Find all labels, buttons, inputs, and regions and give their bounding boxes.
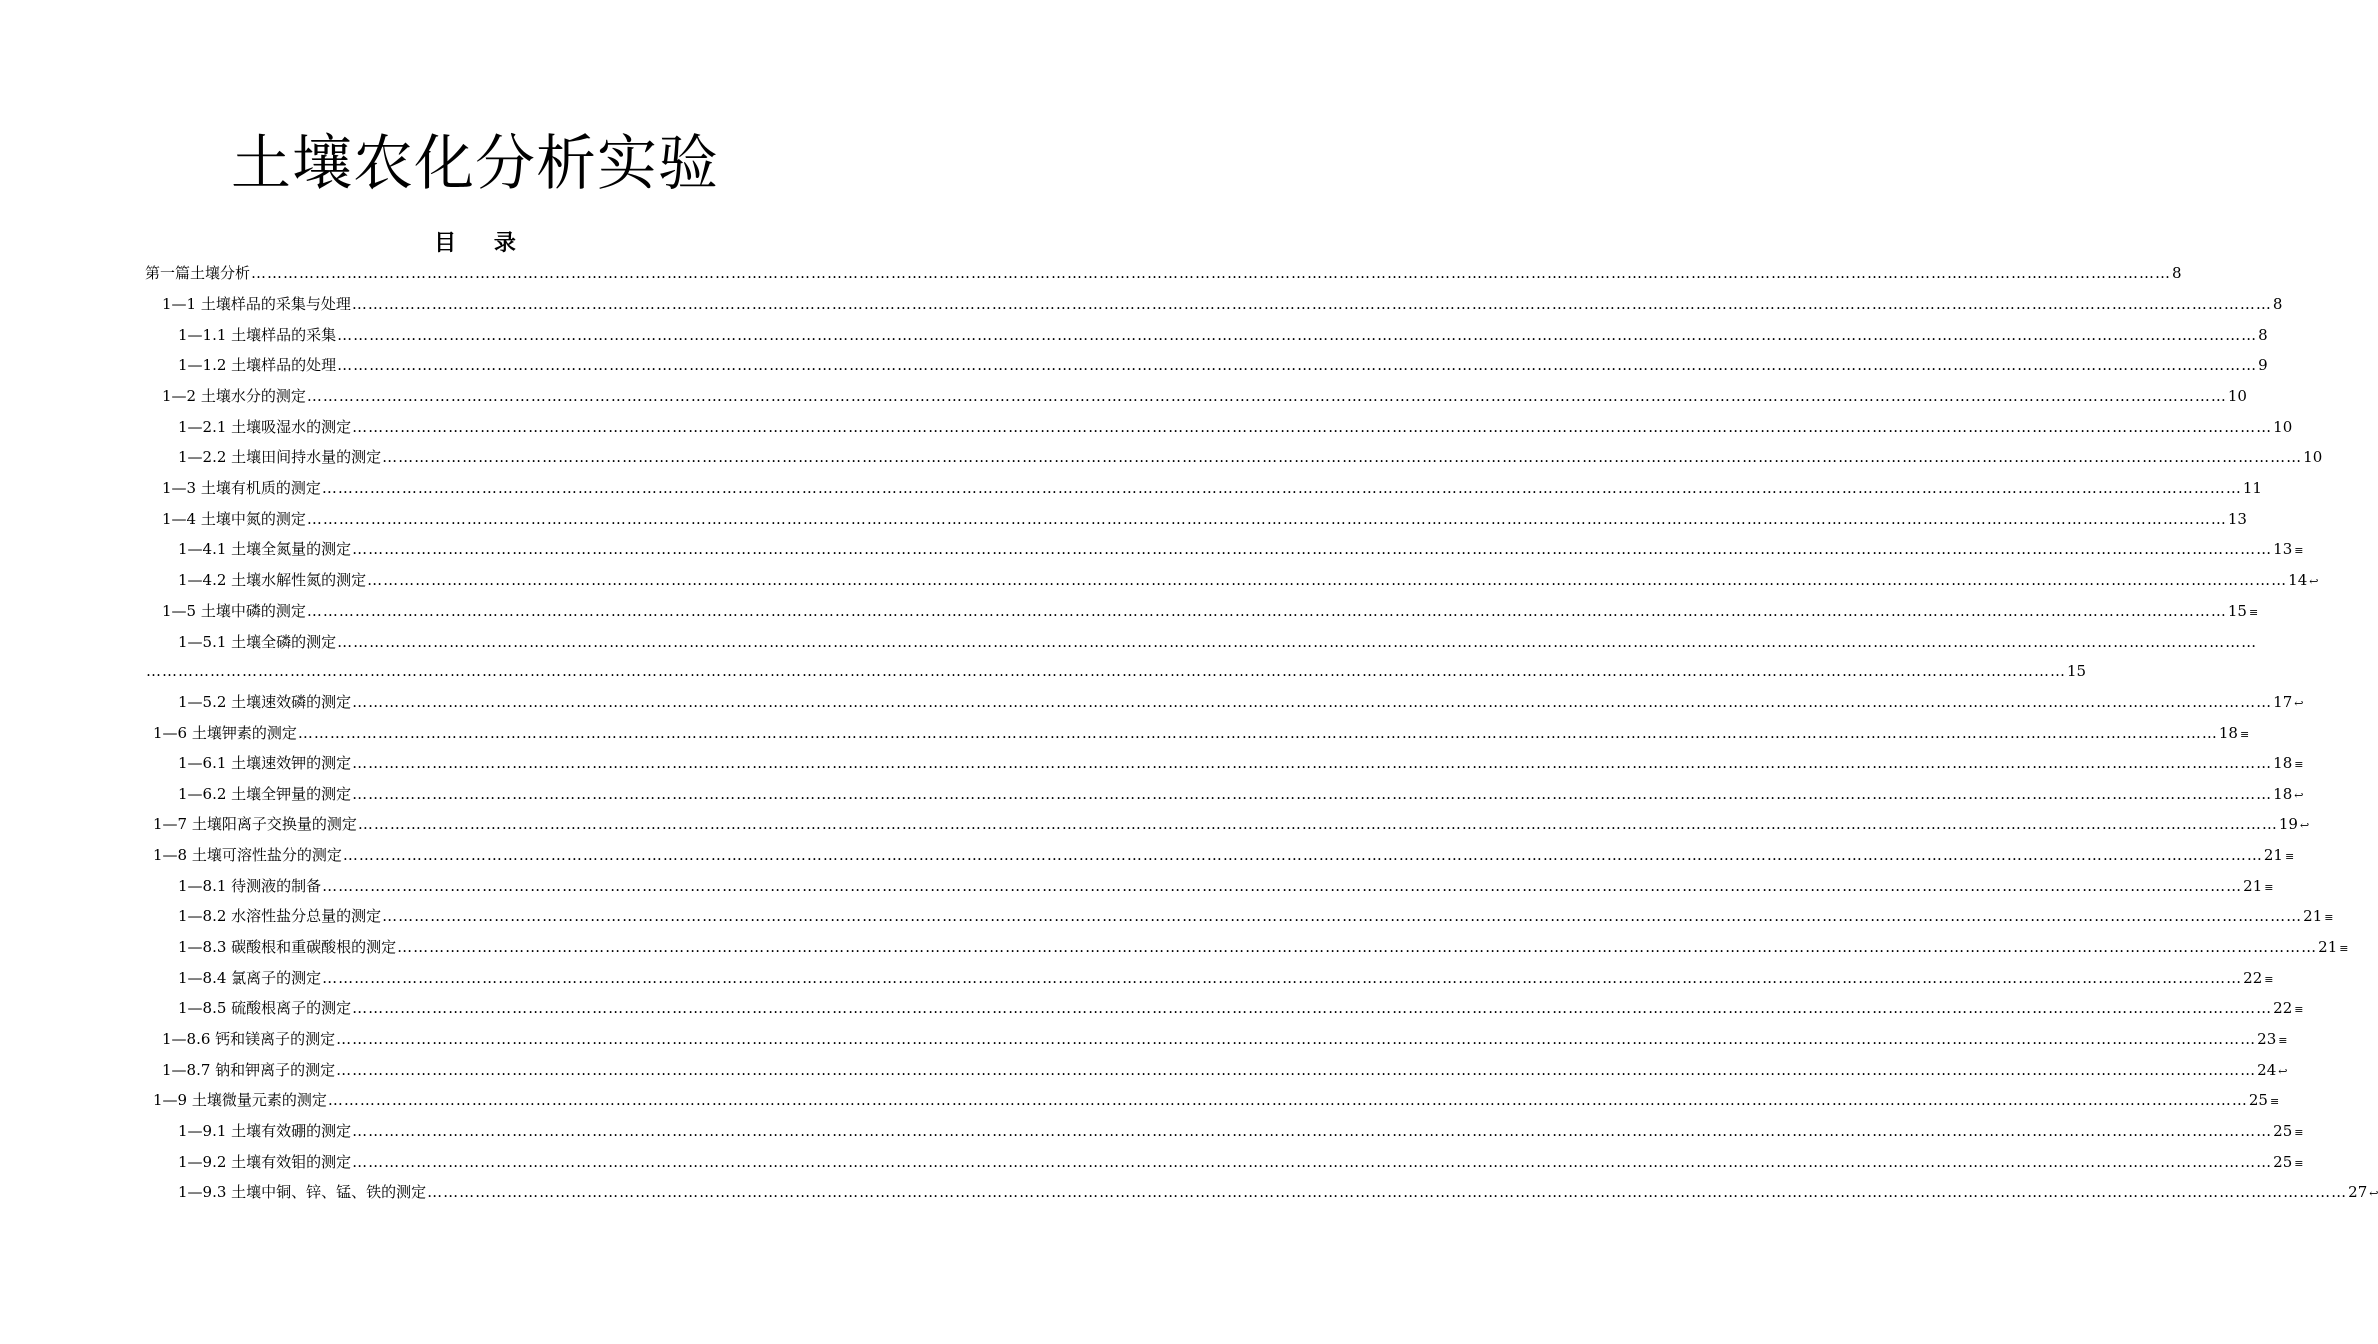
toc-entry-page: 18	[2218, 724, 2238, 742]
toc-entry-page: 18	[2273, 785, 2293, 803]
return-mark-icon: ↩	[2278, 1065, 2288, 1078]
toc-entry-page: 11	[2242, 479, 2262, 497]
toc-entry-page: 17	[2273, 693, 2293, 711]
toc-leader-dots: ………………………………………………………………………………………………………………………………………………………………………………………………………………………………………………………………………………………………………………………………	[322, 969, 2243, 987]
toc-entry-label: 1—1.2 土壤样品的处理	[178, 356, 337, 374]
toc-entry[interactable]	[178, 538, 2304, 562]
toc-entry-label: 1—6.1 土壤速效钾的测定	[178, 754, 352, 772]
toc-entry[interactable]	[162, 508, 2247, 532]
toc-entry-label: 1—1.1 土壤样品的采集	[178, 326, 337, 344]
toc-entry-label: 1—5 土壤中磷的测定	[162, 602, 306, 620]
toc-entry-page: 15	[2227, 602, 2247, 620]
toc-entry-label: 1—4.1 土壤全氮量的测定	[178, 540, 352, 558]
toc-entry-page: 18	[2273, 754, 2293, 772]
toc-leader-dots: ………………………………………………………………………………………………………………………………………………………………………………………………………………………………………………………………………………………………………………………………	[382, 448, 2303, 466]
toc-entry-page: 27	[2348, 1183, 2368, 1201]
toc-entry-label: 1—2.2 土壤田间持水量的测定	[178, 448, 382, 466]
toc-entry-page: 22	[2243, 969, 2263, 987]
toc-entry[interactable]	[162, 1028, 2288, 1052]
paragraph-mark-icon: ≡	[2284, 850, 2295, 863]
toc-leader-dots: ………………………………………………………………………………………………………………………………………………………………………………………………………………………………………………………………………………………………………………………………	[251, 264, 2172, 282]
toc-entry[interactable]	[153, 813, 2310, 837]
toc-entry-page: 8	[2272, 295, 2283, 313]
toc-entry-page: 13	[2227, 510, 2247, 528]
toc-entry[interactable]	[153, 1089, 2280, 1113]
toc-leader-dots: ………………………………………………………………………………………………………………………………………………………………………………………………………………………………………………………………………………………………………………………………	[397, 938, 2318, 956]
toc-entry[interactable]	[162, 385, 2247, 409]
toc-entry[interactable]	[178, 1151, 2304, 1175]
toc-leader-dots: ………………………………………………………………………………………………………………………………………………………………………………………………………………………………………………………………………………………………………………………………	[357, 815, 2278, 833]
toc-leader-dots: ………………………………………………………………………………………………………………………………………………………………………………………………………………………………………………………………………………………………………………………………	[336, 1030, 2257, 1048]
toc-entry-label: 1—5.2 土壤速效磷的测定	[178, 693, 352, 711]
toc-entry-label: 1—3 土壤有机质的测定	[162, 479, 321, 497]
toc-leader-dots: ………………………………………………………………………………………………………………………………………………………………………………………………………………………………………………………………………………………………………………………………	[327, 1091, 2248, 1109]
return-mark-icon: ↩	[2299, 819, 2310, 832]
toc-entry-label: 1—1 土壤样品的采集与处理	[162, 295, 351, 313]
toc-entry-label: 1—8.5 硫酸根离子的测定	[178, 999, 352, 1017]
toc-entry[interactable]	[178, 905, 2334, 929]
paragraph-mark-icon: ≡	[2339, 942, 2349, 955]
toc-entry-label: 1—4.2 土壤水解性氮的测定	[178, 571, 367, 589]
toc-entry-page: 21	[2263, 846, 2283, 864]
toc-leader-dots: ………………………………………………………………………………………………………………………………………………………………………………………………………………………………………………………………………………………………………………………………	[337, 633, 2258, 651]
toc-entry-label: 1—9.1 土壤有效硼的测定	[178, 1122, 352, 1140]
toc-entry[interactable]	[178, 936, 2349, 960]
toc-entry-label: 1—2 土壤水分的测定	[162, 387, 306, 405]
toc-entry-page: 15	[2067, 662, 2087, 680]
toc-entry[interactable]	[178, 997, 2304, 1021]
toc-entry-page: 10	[2303, 448, 2323, 466]
toc-leader-dots: ………………………………………………………………………………………………………………………………………………………………………………………………………………………………………………………………………………………………………………………………	[352, 754, 2273, 772]
paragraph-mark-icon: ≡	[2248, 606, 2259, 619]
toc-leader-dots: ………………………………………………………………………………………………………………………………………………………………………………………………………………………………………………………………………………………………………………………………	[146, 662, 2066, 680]
toc-entry[interactable]	[178, 354, 2268, 378]
toc-entry[interactable]	[178, 416, 2293, 440]
paragraph-mark-icon: ≡	[2294, 1126, 2304, 1139]
toc-entry[interactable]	[178, 446, 2323, 470]
toc-entry-label: 1—8.2 水溶性盐分总量的测定	[178, 907, 382, 925]
toc-entry[interactable]	[145, 262, 2182, 286]
toc-entry-label: 1—9.2 土壤有效钼的测定	[178, 1153, 352, 1171]
toc-leader-dots: ………………………………………………………………………………………………………………………………………………………………………………………………………………………………………………………………………………………………………………………………	[336, 1061, 2257, 1079]
toc-leader-dots: ………………………………………………………………………………………………………………………………………………………………………………………………………………………………………………………………………………………………………………………………	[322, 877, 2243, 895]
toc-entry-label: 1—4 土壤中氮的测定	[162, 510, 306, 528]
toc-entry-page: 13	[2273, 540, 2293, 558]
return-mark-icon: ↩	[2294, 697, 2304, 710]
toc-entry-label: 1—8.3 碳酸根和重碳酸根的测定	[178, 938, 397, 956]
toc-entry-label: 第一篇土壤分析	[145, 264, 251, 282]
paragraph-mark-icon: ≡	[2239, 728, 2250, 741]
toc-entry-page: 24	[2257, 1061, 2277, 1079]
toc-entry[interactable]	[178, 631, 2258, 655]
document-title: 土壤农化分析实验	[231, 129, 719, 199]
toc-leader-dots: ………………………………………………………………………………………………………………………………………………………………………………………………………………………………………………………………………………………………………………………………	[352, 418, 2273, 436]
toc-entry-page: 19	[2278, 815, 2298, 833]
return-mark-icon: ↩	[2294, 789, 2304, 802]
toc-entry[interactable]	[178, 875, 2274, 899]
toc-leader-dots: ………………………………………………………………………………………………………………………………………………………………………………………………………………………………………………………………………………………………………………………………	[352, 1122, 2273, 1140]
toc-entry-page: 10	[2273, 418, 2293, 436]
toc-entry-page: 9	[2258, 356, 2268, 374]
toc-leader-dots: ………………………………………………………………………………………………………………………………………………………………………………………………………………………………………………………………………………………………………………………………	[352, 999, 2273, 1017]
toc-entry-label: 1—6 土壤钾素的测定	[153, 724, 297, 742]
toc-entry-continuation	[145, 662, 2087, 686]
toc-entry-page: 25	[2273, 1153, 2293, 1171]
paragraph-mark-icon: ≡	[2294, 1157, 2304, 1170]
toc-entry[interactable]	[162, 293, 2283, 317]
paragraph-mark-icon: ≡	[2324, 911, 2334, 924]
toc-entry[interactable]	[162, 600, 2259, 624]
toc-entry[interactable]	[178, 569, 2319, 593]
toc-leader-dots: ………………………………………………………………………………………………………………………………………………………………………………………………………………………………………………………………………………………………………………………………	[352, 540, 2273, 558]
paragraph-mark-icon: ≡	[2278, 1034, 2288, 1047]
toc-entry-label: 1—8.7 钠和钾离子的测定	[162, 1061, 336, 1079]
toc-leader-dots: ………………………………………………………………………………………………………………………………………………………………………………………………………………………………………………………………………………………………………………………………	[297, 724, 2218, 742]
toc-entry[interactable]	[178, 324, 2268, 348]
toc-entry[interactable]	[162, 1059, 2288, 1083]
toc-entry-label: 1—8.4 氯离子的测定	[178, 969, 322, 987]
toc-entry-page: 8	[2258, 326, 2268, 344]
toc-entry-label: 1—9.3 土壤中铜、锌、锰、铁的测定	[178, 1183, 427, 1201]
toc-entry-page: 25	[2273, 1122, 2293, 1140]
toc-entry[interactable]	[178, 967, 2274, 991]
toc-leader-dots: ………………………………………………………………………………………………………………………………………………………………………………………………………………………………………………………………………………………………………………………………	[337, 356, 2258, 374]
toc-entry-page: 21	[2303, 907, 2323, 925]
toc-entry-label: 1—5.1 土壤全磷的测定	[178, 633, 337, 651]
toc-entry-page: 21	[2318, 938, 2338, 956]
toc-leader-dots: ………………………………………………………………………………………………………………………………………………………………………………………………………………………………………………………………………………………………………………………………	[306, 602, 2227, 620]
toc-leader-dots: ………………………………………………………………………………………………………………………………………………………………………………………………………………………………………………………………………………………………………………………………	[367, 571, 2288, 589]
toc-entry-page: 23	[2257, 1030, 2277, 1048]
toc-entry[interactable]	[162, 477, 2262, 501]
toc-leader-dots: ………………………………………………………………………………………………………………………………………………………………………………………………………………………………………………………………………………………………………………………………	[352, 785, 2273, 803]
toc-entry[interactable]	[153, 844, 2295, 868]
toc-entry-label: 1—6.2 土壤全钾量的测定	[178, 785, 352, 803]
toc-entry[interactable]	[178, 1120, 2304, 1144]
toc-entry[interactable]	[178, 691, 2304, 715]
toc-entry[interactable]	[178, 752, 2304, 776]
toc-entry-label: 1—8.6 钙和镁离子的测定	[162, 1030, 336, 1048]
paragraph-mark-icon: ≡	[2269, 1095, 2280, 1108]
toc-leader-dots: ………………………………………………………………………………………………………………………………………………………………………………………………………………………………………………………………………………………………………………………………	[352, 1153, 2273, 1171]
paragraph-mark-icon: ≡	[2294, 544, 2304, 557]
toc-entry-label: 1—8 土壤可溶性盐分的测定	[153, 846, 342, 864]
toc-entry-label: 1—8.1 待测液的制备	[178, 877, 322, 895]
toc-entry-label: 1—9 土壤微量元素的测定	[153, 1091, 327, 1109]
return-mark-icon: ↩	[2309, 575, 2319, 588]
paragraph-mark-icon: ≡	[2294, 758, 2304, 771]
toc-entry-page: 8	[2172, 264, 2182, 282]
return-mark-icon: ↩	[2369, 1187, 2378, 1200]
toc-leader-dots: ………………………………………………………………………………………………………………………………………………………………………………………………………………………………………………………………………………………………………………………………	[306, 387, 2227, 405]
toc-entry-page: 25	[2248, 1091, 2268, 1109]
toc-entry-page: 22	[2273, 999, 2293, 1017]
toc-leader-dots: ………………………………………………………………………………………………………………………………………………………………………………………………………………………………………………………………………………………………………………………………	[352, 693, 2273, 711]
toc-leader-dots: ………………………………………………………………………………………………………………………………………………………………………………………………………………………………………………………………………………………………………………………………	[342, 846, 2263, 864]
toc-heading: 目 录	[434, 230, 516, 256]
toc-leader-dots: ………………………………………………………………………………………………………………………………………………………………………………………………………………………………………………………………………………………………………………………………	[321, 479, 2242, 497]
toc-entry[interactable]	[153, 722, 2250, 746]
toc-leader-dots: ………………………………………………………………………………………………………………………………………………………………………………………………………………………………………………………………………………………………………………………………	[337, 326, 2258, 344]
toc-leader-dots: ………………………………………………………………………………………………………………………………………………………………………………………………………………………………………………………………………………………………………………………………	[306, 510, 2227, 528]
paragraph-mark-icon: ≡	[2294, 1003, 2304, 1016]
toc-entry[interactable]	[178, 1181, 2378, 1205]
toc-leader-dots: ………………………………………………………………………………………………………………………………………………………………………………………………………………………………………………………………………………………………………………………………	[382, 907, 2303, 925]
toc-entry-page: 14	[2288, 571, 2308, 589]
toc-entry-label: 1—7 土壤阳离子交换量的测定	[153, 815, 357, 833]
toc-entry-page: 21	[2243, 877, 2263, 895]
toc-entry[interactable]	[178, 783, 2304, 807]
paragraph-mark-icon: ≡	[2264, 973, 2274, 986]
paragraph-mark-icon: ≡	[2264, 881, 2274, 894]
toc-entry-page: 10	[2227, 387, 2247, 405]
toc-entry-label: 1—2.1 土壤吸湿水的测定	[178, 418, 352, 436]
toc-leader-dots: ………………………………………………………………………………………………………………………………………………………………………………………………………………………………………………………………………………………………………………………………	[351, 295, 2272, 313]
toc-leader-dots: ………………………………………………………………………………………………………………………………………………………………………………………………………………………………………………………………………………………………………………………………	[427, 1183, 2348, 1201]
